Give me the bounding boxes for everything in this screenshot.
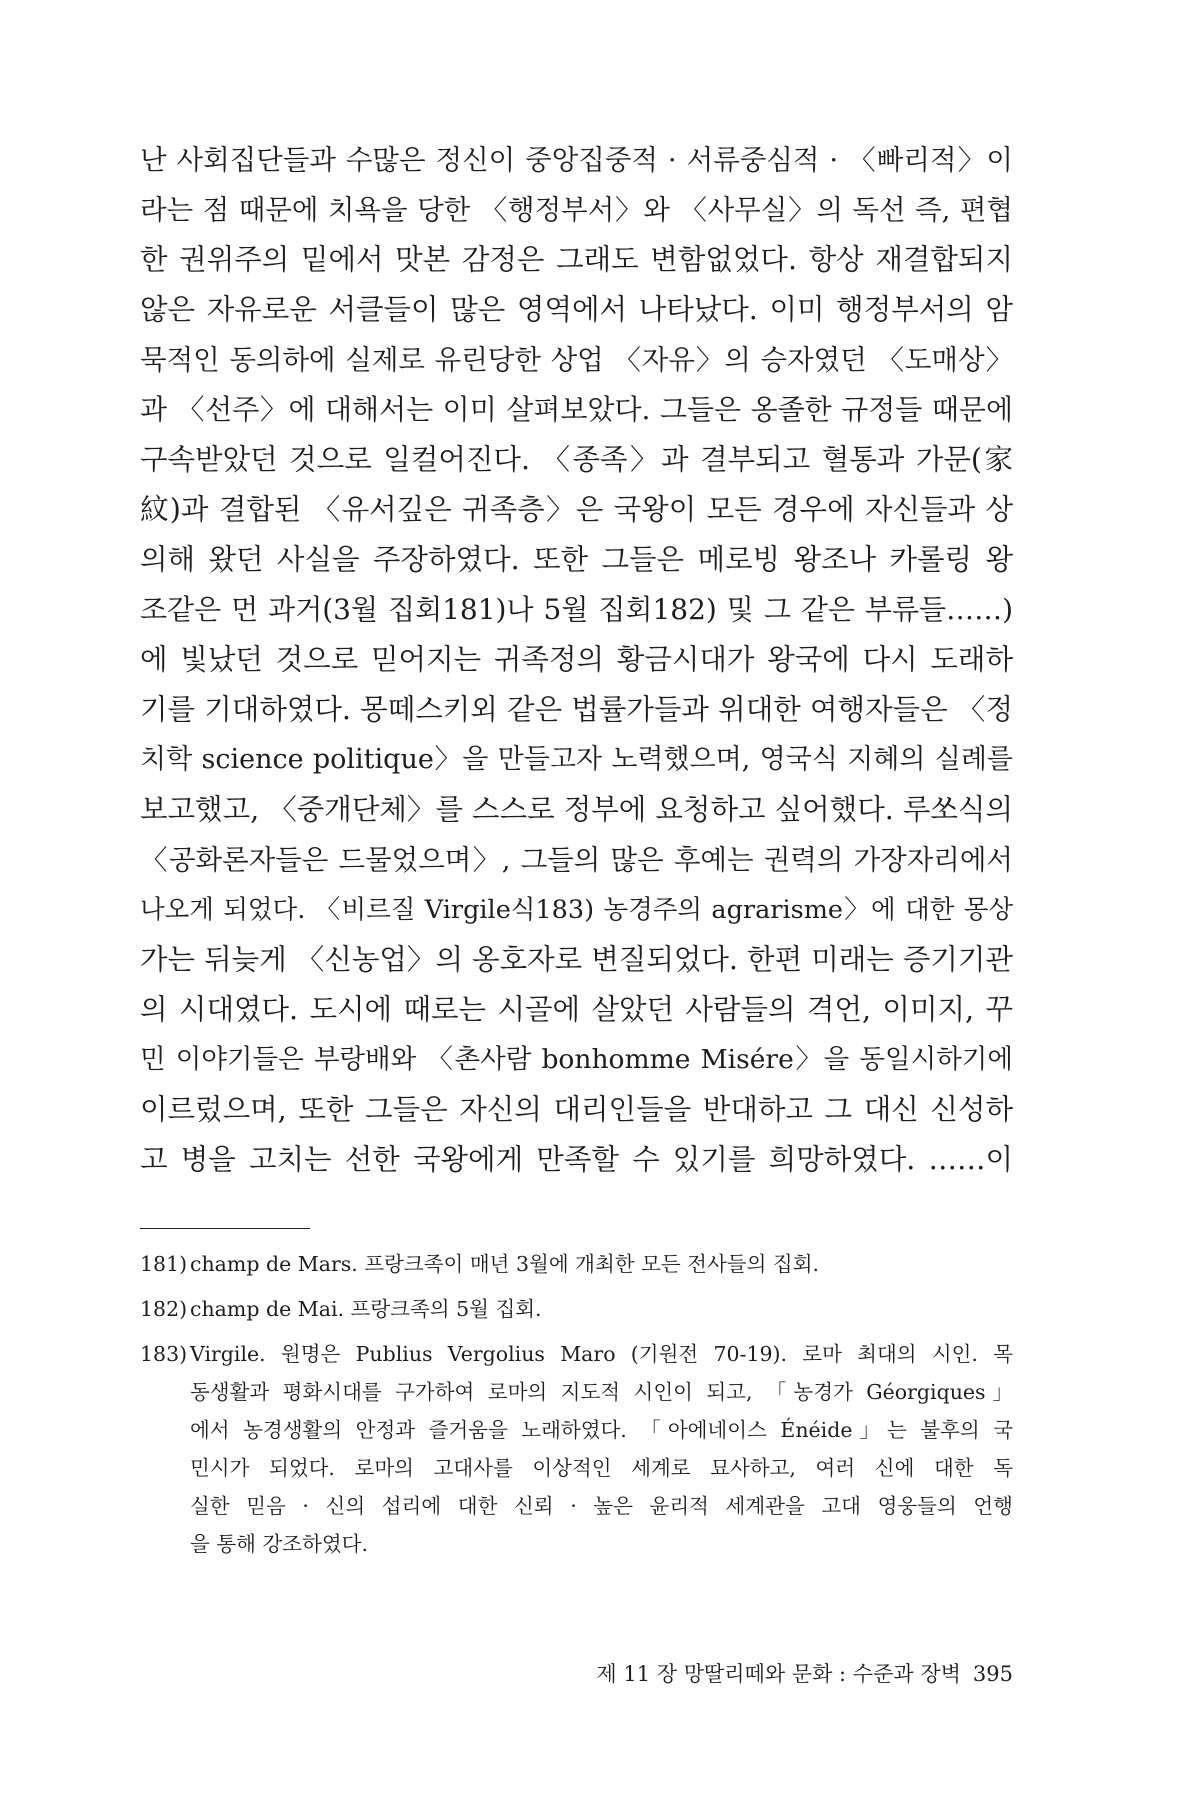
footnote-line: champ de Mai. 프랑크족의 5월 집회. xyxy=(190,1297,542,1321)
body-line: 난 사회집단들과 수많은 정신이 중앙집중적 · 서류중심적 · 〈빠리적〉이 xyxy=(140,144,1013,176)
footnote-number: 181) xyxy=(140,1252,188,1276)
footnote-number: 183) xyxy=(140,1342,188,1366)
body-line: 이르렀으며, 또한 그들은 자신의 대리인들을 반대하고 그 대신 신성하 xyxy=(140,1093,1013,1126)
body-line: 고 병을 고치는 선한 국왕에게 만족할 수 있기를 희망하였다. ……이 xyxy=(140,1143,1013,1176)
footnote-line: 을 통해 강조하였다. xyxy=(190,1532,368,1556)
footnote-181 xyxy=(140,1245,1013,1283)
body-line: 紋)과 결합된 〈유서깊은 귀족층〉은 국왕이 모든 경우에 자신들과 상 xyxy=(140,493,1013,526)
footnote-182 xyxy=(140,1290,1013,1328)
footnote-line: 실한 믿음 · 신의 섭리에 대한 신뢰 · 높은 윤리적 세계관을 고대 영웅들의 언행 xyxy=(190,1494,1013,1518)
body-line: 가는 뒤늦게 〈신농업〉의 옹호자로 변질되었다. 한편 미래는 증기기관 xyxy=(140,943,1013,976)
footnote-183 xyxy=(140,1335,1013,1563)
body-line: 과 〈선주〉에 대해서는 이미 살펴보았다. 그들은 옹졸한 규정들 때문에 xyxy=(140,393,1013,426)
footnote-line: Virgile. 원명은 Publius Vergolius Maro (기원전 70-19). 로마 최대의 시인. 목 xyxy=(190,1342,1013,1366)
running-footer xyxy=(596,1658,1013,1688)
body-line: 〈공화론자들은 드물었으며〉, 그들의 많은 후예는 권력의 가장자리에서 xyxy=(140,844,1013,876)
body-line: 에 빛났던 것으로 믿어지는 귀족정의 황금시대가 왕국에 다시 도래하 xyxy=(140,643,1013,676)
page-number: 395 xyxy=(972,1662,1013,1686)
body-text xyxy=(140,135,1013,1185)
footnotes xyxy=(140,1245,1013,1570)
body-line: 않은 자유로운 서클들이 많은 영역에서 나타났다. 이미 행정부서의 암 xyxy=(140,293,1013,326)
body-line: 라는 점 때문에 치욕을 당한 〈행정부서〉와 〈사무실〉의 독선 즉, 편협 xyxy=(140,194,1013,226)
body-line: 기를 기대하였다. 몽떼스키외 같은 법률가들과 위대한 여행자들은 〈정 xyxy=(140,693,1013,726)
body-line: 의 시대였다. 도시에 때로는 시골에 살았던 사람들의 격언, 이미지, 꾸 xyxy=(140,993,1013,1026)
body-line: 보고했고, 〈중개단체〉를 스스로 정부에 요청하고 싶어했다. 루쏘식의 xyxy=(140,793,1013,826)
body-line: 묵적인 동의하에 실제로 유린당한 상업 〈자유〉의 승자였던 〈도매상〉 xyxy=(140,344,1013,376)
footnote-line: 에서 농경생활의 안정과 즐거움을 노래하였다. 「아에네이스 Énéide」는 불후의 국 xyxy=(190,1418,1013,1442)
footnote-line: champ de Mars. 프랑크족이 매년 3월에 개최한 모든 전사들의 집회. xyxy=(190,1252,820,1276)
body-line: 의해 왔던 사실을 주장하였다. 또한 그들은 메로빙 왕조나 카롤링 왕 xyxy=(140,543,1013,576)
chapter-title: 제 11 장 망딸리떼와 문화 : 수준과 장벽 xyxy=(596,1662,961,1686)
body-line: 구속받았던 것으로 일컬어진다. 〈종족〉과 결부되고 혈통과 가문(家 xyxy=(140,443,1013,476)
body-line: 민 이야기들은 부랑배와 〈촌사람 bonhomme Misére〉을 동일시하기에 xyxy=(140,1044,1013,1075)
body-line: 치학 science politique〉을 만들고자 노력했으며, 영국식 지혜의 실례를 xyxy=(140,744,1013,775)
body-line: 나오게 되었다. 〈비르질 Virgile식183) 농경주의 agrarisme〉에 대한 몽상 xyxy=(140,895,1013,925)
footnote-divider xyxy=(140,1228,310,1229)
footnote-number: 182) xyxy=(140,1297,188,1321)
body-line: 한 권위주의 밑에서 맛본 감정은 그래도 변함없었다. 항상 재결합되지 xyxy=(140,243,1013,276)
body-line: 조같은 먼 과거(3월 집회181)나 5월 집회182) 및 그 같은 부류들……) xyxy=(140,593,1013,626)
footnote-line: 민시가 되었다. 로마의 고대사를 이상적인 세계로 묘사하고, 여러 신에 대한 독 xyxy=(190,1456,1013,1480)
footnote-line: 동생활과 평화시대를 구가하여 로마의 지도적 시인이 되고, 「농경가 Géorgiques」 xyxy=(190,1380,1013,1404)
